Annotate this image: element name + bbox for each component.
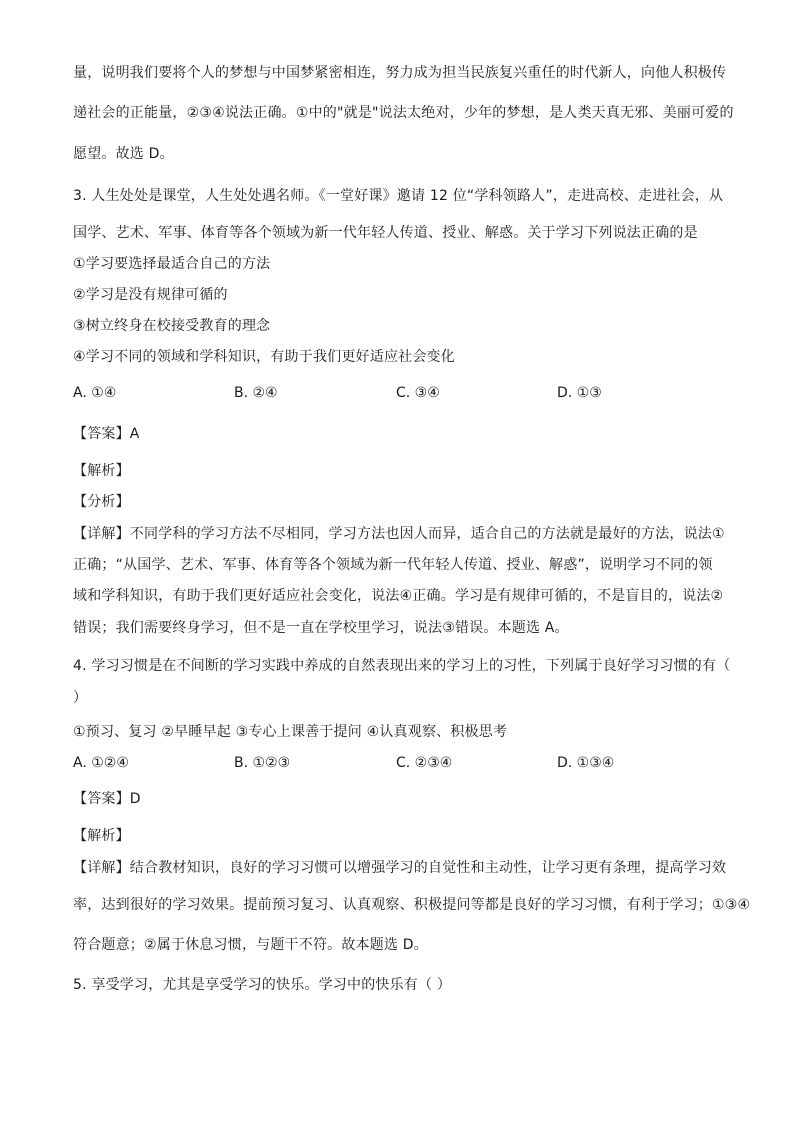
q3-detail-line-4: 错误；我们需要终身学习，但不是一直在学校里学习，说法③错误。本题选 A。 (73, 620, 569, 636)
q3-statement-2: ②学习是没有规律可循的 (73, 287, 228, 303)
q3-stem-line-1: 3. 人生处处是课堂，人生处处遇名师。《一堂好课》邀请 12 位“学科领路人”，走进高校、走进社会，从 (73, 188, 724, 204)
q4-answer: 【答案】D (73, 791, 141, 807)
q4-analysis-heading: 【解析】 (73, 828, 130, 844)
q4-option-b: B. ①②③ (234, 755, 291, 771)
q4-option-a: A. ①②④ (73, 755, 129, 771)
q5-stem-line-1: 5. 享受学习，尤其是享受学习的快乐。学习中的快乐有（ ） (73, 977, 452, 993)
q3-option-b: B. ②④ (234, 385, 278, 401)
q3-option-c: C. ③④ (396, 385, 440, 401)
q3-statement-1: ①学习要选择最适合自己的方法 (73, 256, 271, 272)
q3-stem-line-2: 国学、艺术、军事、体育等各个领域为新一代年轻人传道、授业、解惑。关于学习下列说法正确的是 (73, 225, 698, 241)
q2-explanation-line-1: 量，说明我们要将个人的梦想与中国梦紧密相连，努力成为担当民族复兴重任的时代新人，向他人积极传 (73, 65, 727, 81)
q4-stem-line-1: 4. 学习习惯是在不间断的学习实践中养成的自然表现出来的学习上的习性，下列属于良好学习习惯的有（ (73, 658, 731, 674)
q3-option-d: D. ①③ (557, 385, 602, 401)
q3-detail-line-1: 【详解】不同学科的学习方法不尽相同，学习方法也因人而异，适合自己的方法就是最好的方法，说法① (73, 526, 725, 542)
q3-detail-line-2: 正确；“从国学、艺术、军事、体育等各个领域为新一代年轻人传道、授业、解惑”，说明学习不同的领 (73, 557, 713, 573)
q4-option-d: D. ①③④ (557, 755, 615, 771)
q3-detail-line-3: 域和学科知识，有助于我们更好适应社会变化，说法④正确。学习是有规律可循的，不是盲目的，说法② (73, 588, 724, 604)
q4-option-c: C. ②③④ (396, 755, 453, 771)
q3-option-a: A. ①④ (73, 385, 117, 401)
q4-detail-line-1: 【详解】结合教材知识，良好的学习习惯可以增强学习的自觉性和主动性，让学习更有条理，提高学习效 (73, 860, 727, 876)
q4-detail-line-3: 符合题意；②属于休息习惯，与题干不符。故本题选 D。 (73, 937, 428, 953)
q3-answer: 【答案】A (73, 426, 140, 442)
q4-stem-line-2: ） (73, 690, 88, 706)
q3-fenxi-heading: 【分析】 (73, 494, 130, 510)
q3-statement-3: ③树立终身在校接受教育的理念 (73, 318, 271, 334)
q2-explanation-line-2: 递社会的正能量，②③④说法正确。①中的"就是"说法太绝对，少年的梦想，是人类天真无邪、美丽可爱的 (73, 105, 734, 121)
q4-detail-line-2: 率，达到很好的学习效果。提前预习复习、认真观察、积极提问等都是良好的学习习惯，有利于学习；①③④ (73, 897, 751, 913)
q3-statement-4: ④学习不同的领域和学科知识，有助于我们更好适应社会变化 (73, 349, 455, 365)
q3-analysis-heading: 【解析】 (73, 463, 130, 479)
q2-explanation-line-3: 愿望。故选 D。 (73, 146, 174, 162)
q4-statements: ①预习、复习 ②早睡早起 ③专心上课善于提问 ④认真观察、积极思考 (73, 724, 508, 740)
